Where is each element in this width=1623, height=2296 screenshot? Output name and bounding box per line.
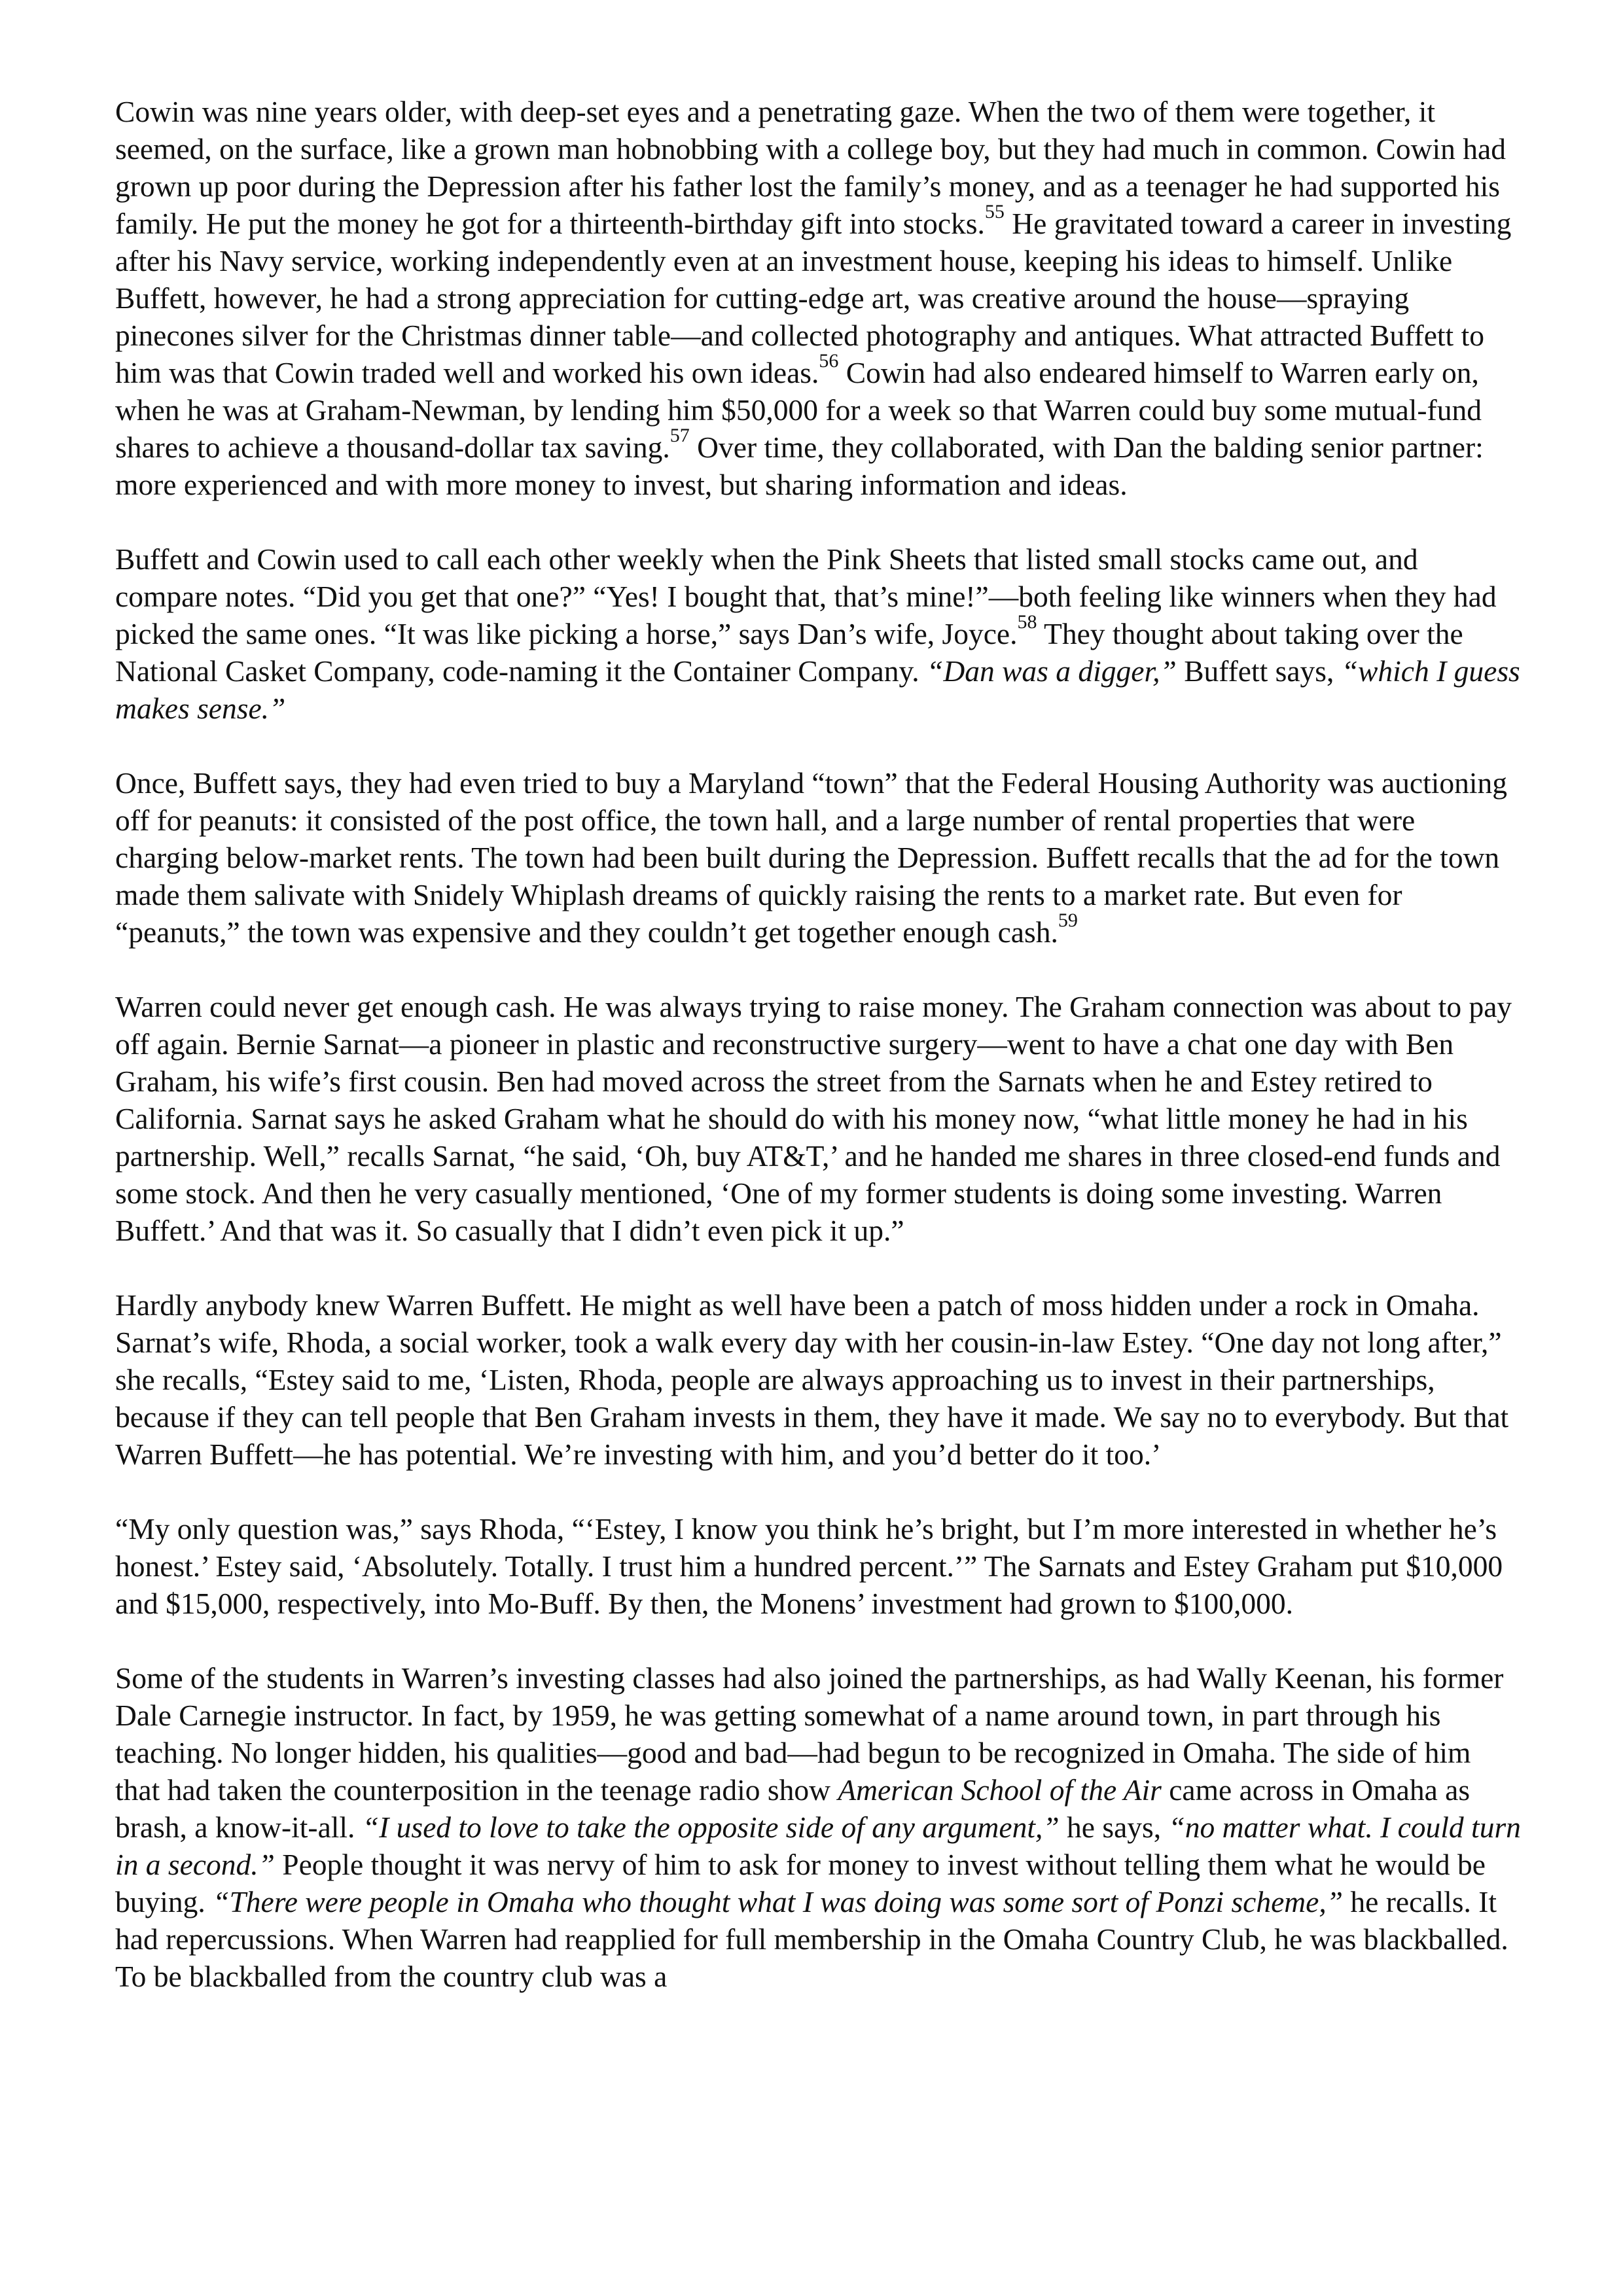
text-run: Buffett and Cowin used to call each other weekly when the Pink Sheets that listed small stocks came out, and compare notes. “Did you get that one?” “Yes! I bought that, that’s mine!”—both feeling like winners when they had picked the same ones. “It was like picking a horse,” says Dan’s wife, Joyce. (115, 542, 1497, 650)
paragraph-3 (115, 764, 1522, 951)
paragraph-1 (115, 93, 1522, 503)
italic-quote: “no matter what. I could turn in a second.” (115, 1810, 1521, 1881)
paragraph-5 (115, 1286, 1522, 1473)
text-run: Hardly anybody knew Warren Buffett. He might as well have been a patch of moss hidden under a rock in Omaha. Sarnat’s wife, Rhoda, a social worker, took a walk every day with her cousin-in-law Estey. “One day not long after,” she recalls, “Estey said to me, ‘Listen, Rhoda, people are always approaching us to invest in their partnerships, because if they can tell people that Ben Graham invests in them, they have it made. We say no to everybody. But that Warren Buffett—he has potential. We’re investing with him, and you’d better do it too.’ (115, 1288, 1509, 1471)
italic-quote: American School of the Air (838, 1773, 1162, 1807)
italic-quote: “There were people in Omaha who thought what I was doing was some sort of Ponzi scheme,” (213, 1885, 1344, 1918)
body-text (115, 93, 1522, 1995)
text-run: They thought about taking over the National Casket Company, code-naming it the Container Company. (115, 617, 1463, 688)
text-run: People thought it was nervy of him to ask for money to invest without telling them what he would be buying. (115, 1848, 1486, 1918)
italic-quote: “I used to love to take the opposite side of any argument,” (362, 1810, 1060, 1844)
text-run: he recalls. It had repercussions. When Warren had reapplied for full membership in the Omaha Country Club, he was blackballed. To be blackballed from the country club was a (115, 1885, 1508, 1993)
paragraph-7 (115, 1659, 1522, 1995)
text-run: Over time, they collaborated, with Dan the balding senior partner: more experienced and with more money to invest, but sharing information and ideas. (115, 431, 1484, 501)
footnote-ref: 58 (1017, 611, 1037, 633)
text-run: Buffett says, (1176, 654, 1342, 688)
text-run: he says, (1059, 1810, 1169, 1844)
text-run: “My only question was,” says Rhoda, “‘Estey, I know you think he’s bright, but I’m more interested in whether he’s honest.’ Estey said, ‘Absolutely. Totally. I trust him a hundred percent.’” The Sarnats and Estey Graham put $10,000 and $15,000, respectively, into Mo-Buff. By then, the Monens’ investment had grown to $100,000. (115, 1512, 1503, 1620)
footnote-ref: 55 (984, 201, 1005, 222)
paragraph-4 (115, 988, 1522, 1249)
footnote-ref: 59 (1058, 910, 1078, 931)
italic-quote: “Dan was a digger,” (927, 654, 1177, 688)
text-run: Cowin was nine years older, with deep-set eyes and a penetrating gaze. When the two of them were together, it seemed, on the surface, like a grown man hobnobbing with a college boy, but they had much in common. Cowin had grown up poor during the Depression after his father lost the family’s money, and as a teenager he had supported his family. He put the money he got for a thirteenth-birthday gift into stocks. (115, 95, 1506, 240)
text-run: Cowin had also endeared himself to Warren early on, when he was at Graham-Newman, by lending him $50,000 for a week so that Warren could buy some mutual-fund shares to achieve a thousand-dollar tax saving. (115, 356, 1482, 464)
text-run: Warren could never get enough cash. He was always trying to raise money. The Graham connection was about to pay off again. Bernie Sarnat—a pioneer in plastic and reconstructive surgery—went to have a chat one day with Ben Graham, his wife’s first cousin. Ben had moved across the street from the Sarnats when he and Estey retired to California. Sarnat says he asked Graham what he should do with his money now, “what little money he had in his partnership. Well,” recalls Sarnat, “he said, ‘Oh, buy AT&T,’ and he handed me shares in three closed-end funds and some stock. And then he very casually mentioned, ‘One of my former students is doing some investing. Warren Buffett.’ And that was it. So casually that I didn’t even pick it up.” (115, 990, 1512, 1247)
footnote-ref: 57 (669, 425, 690, 446)
footnote-ref: 56 (819, 350, 839, 372)
italic-quote: “which I guess makes sense.” (115, 654, 1520, 725)
paragraph-2 (115, 540, 1522, 727)
text-run: Once, Buffett says, they had even tried to buy a Maryland “town” that the Federal Housing Authority was auctioning off for peanuts: it consisted of the post office, the town hall, and a large number of rental properties that were charging below-market rents. The town had been built during the Depression. Buffett recalls that the ad for the town made them salivate with Snidely Whiplash dreams of quickly raising the rents to a market rate. But even for “peanuts,” the town was expensive and they couldn’t get together enough cash. (115, 766, 1508, 949)
text-run: Some of the students in Warren’s investing classes had also joined the partnerships, as had Wally Keenan, his former Dale Carnegie instructor. In fact, by 1959, he was getting somewhat of a name around town, in part through his teaching. No longer hidden, his qualities—good and bad—had begun to be recognized in Omaha. The side of him that had taken the counterposition in the teenage radio show (115, 1661, 1504, 1807)
text-run: He gravitated toward a career in investing after his Navy service, working independently even at an investment house, keeping his ideas to himself. Unlike Buffett, however, he had a strong appreciation for cutting-edge art, was creative around the house—spraying pinecones silver for the Christmas dinner table—and collected photography and antiques. What attracted Buffett to him was that Cowin traded well and worked his own ideas. (115, 207, 1512, 389)
text-run: came across in Omaha as brash, a know-it-all. (115, 1773, 1471, 1844)
paragraph-6 (115, 1510, 1522, 1622)
document-page (115, 93, 1522, 1995)
